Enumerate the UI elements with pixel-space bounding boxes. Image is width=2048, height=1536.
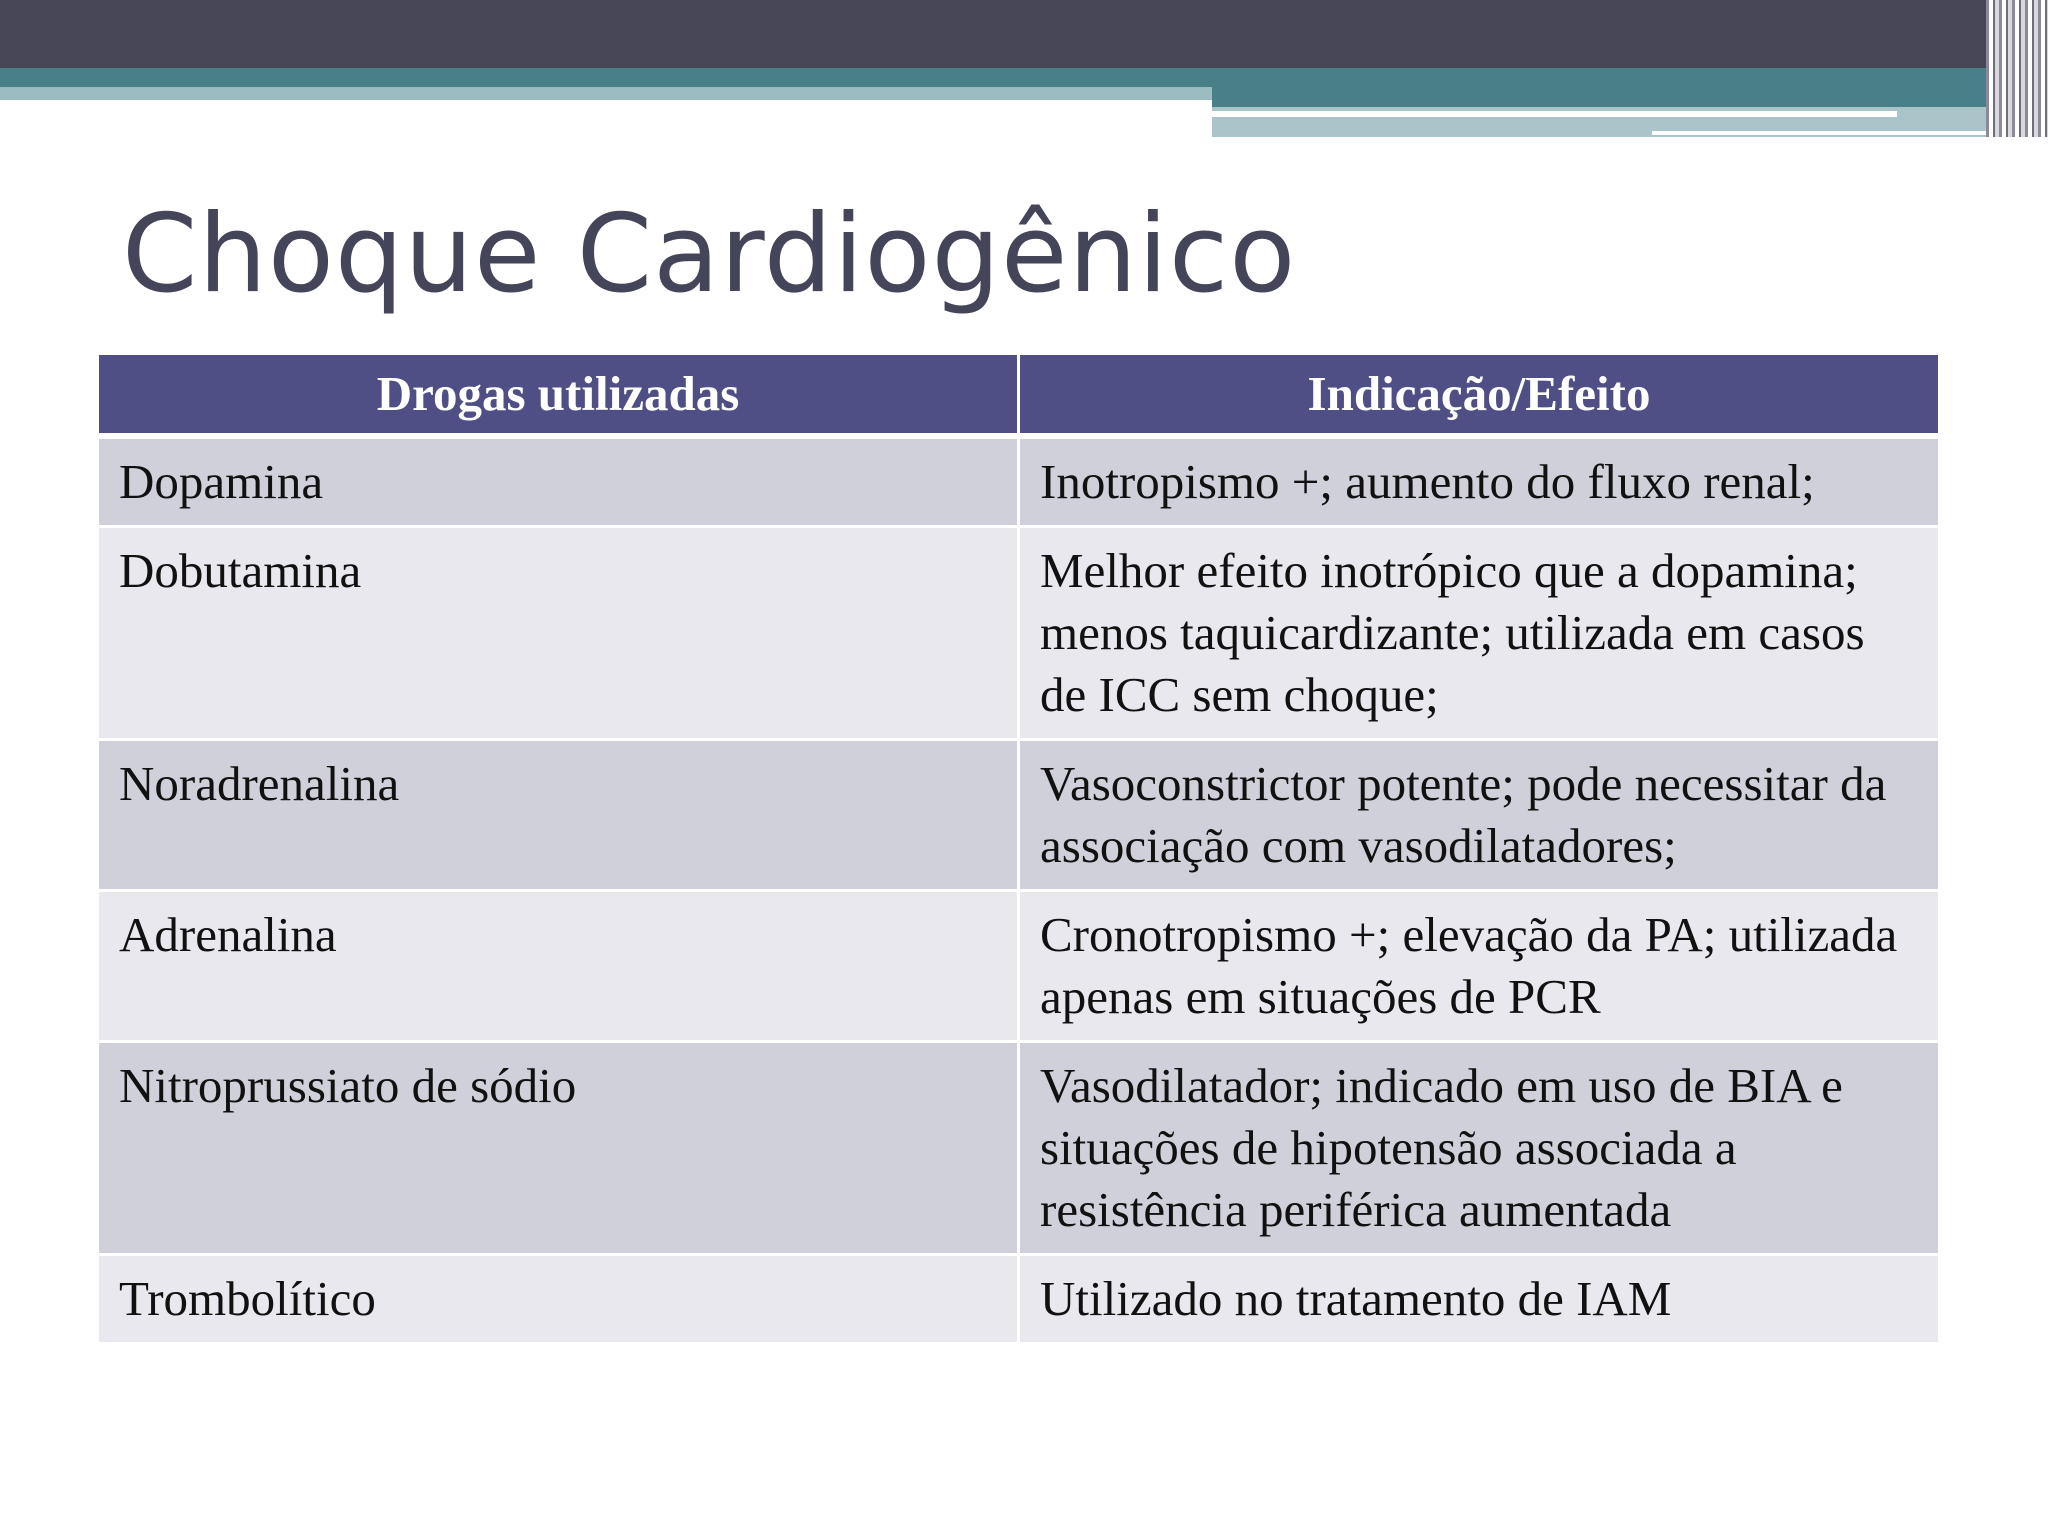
drug-effect: Cronotropismo +; elevação da PA; utilizada apenas em situações de PCR xyxy=(1019,891,1940,1042)
table-row xyxy=(98,527,1940,740)
table-row xyxy=(98,436,1940,527)
drug-effect: Melhor efeito inotrópico que a dopamina; menos taquicardizante; utilizada em casos de ICC sem choque; xyxy=(1019,527,1940,740)
table-row xyxy=(98,891,1940,1042)
header-indication: Indicação/Efeito xyxy=(1019,354,1940,437)
drug-effect: Utilizado no tratamento de IAM xyxy=(1019,1255,1940,1344)
drug-name: Trombolítico xyxy=(98,1255,1019,1344)
drug-name: Noradrenalina xyxy=(98,740,1019,891)
header-band-teal xyxy=(0,68,2048,87)
header-drugs: Drogas utilizadas xyxy=(98,354,1019,437)
drug-effect: Inotropismo +; aumento do fluxo renal; xyxy=(1019,436,1940,527)
drug-effect: Vasoconstrictor potente; pode necessitar da associação com vasodilatadores; xyxy=(1019,740,1940,891)
table-row xyxy=(98,1255,1940,1344)
header-band-light xyxy=(0,87,1212,100)
table-row xyxy=(98,740,1940,891)
header-band-right xyxy=(1212,87,2048,107)
header-band-dark xyxy=(0,0,2048,68)
drug-name: Adrenalina xyxy=(98,891,1019,1042)
header-divider-line xyxy=(1212,111,1897,117)
drug-name: Dobutamina xyxy=(98,527,1019,740)
decorative-stripes xyxy=(1986,0,2048,137)
drugs-table xyxy=(96,352,1941,1345)
slide-title: Choque Cardiogênico xyxy=(122,192,1297,317)
table-header-row xyxy=(98,354,1940,437)
drug-name: Nitroprussiato de sódio xyxy=(98,1042,1019,1255)
drug-name: Dopamina xyxy=(98,436,1019,527)
drug-effect: Vasodilatador; indicado em uso de BIA e situações de hipotensão associada a resistência periférica aumentada xyxy=(1019,1042,1940,1255)
table-row xyxy=(98,1042,1940,1255)
